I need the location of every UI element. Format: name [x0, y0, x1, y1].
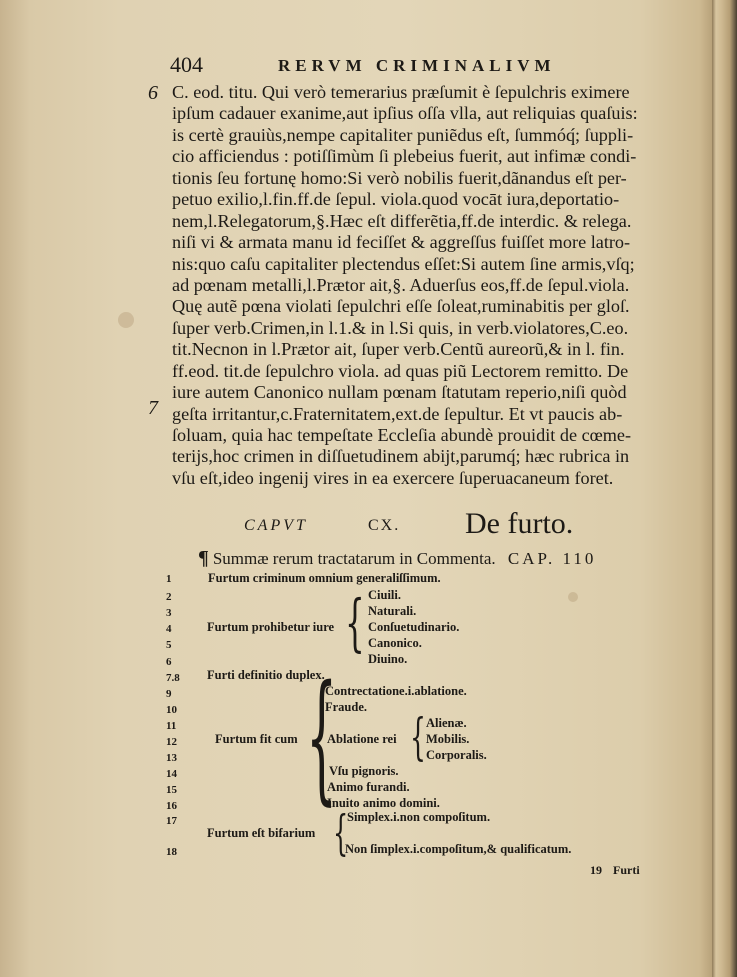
table-entry: Inuito animo domini. — [327, 796, 440, 810]
table-entry: Vſu pignoris. — [329, 764, 399, 778]
row-number: 17 — [166, 815, 177, 827]
table-entry: Alienæ. — [426, 716, 467, 730]
running-title: RERVM CRIMINALIVM — [278, 56, 556, 75]
summary-heading — [198, 547, 596, 570]
summary-text: Summæ rerum tractatarum in Commenta. — [212, 549, 496, 568]
row-number: 11 — [166, 720, 177, 732]
row-number: 18 — [166, 846, 177, 858]
text-line: niſi vi & armata manu id feciſſet & aggreſſus fuiſſet more latro- — [172, 232, 631, 253]
table-entry: Furtum prohibetur iure — [207, 620, 335, 634]
text-line: cio afficiendus : potiſſimùm ſi plebeius fuerit, aut infimæ condi- — [172, 146, 637, 167]
margin-number-7: 7 — [148, 397, 158, 419]
catchword: Furti — [613, 863, 640, 877]
table-entry: Furtum criminum omnium generaliſſimum. — [208, 571, 441, 585]
table-entry: Furti definitio duplex. — [207, 668, 325, 682]
table-entry: Corporalis. — [426, 748, 487, 762]
chapter-title: De furto. — [465, 507, 574, 540]
row-number: 3 — [166, 607, 172, 619]
brace-icon: { — [333, 805, 349, 861]
table-entry: Furtum fit cum — [215, 732, 298, 746]
row-number: 13 — [166, 752, 177, 764]
row-number: 2 — [166, 591, 172, 603]
text-line: nem,l.Relegatorum,§.Hæc eſt differẽtia,ff.de interdic. & relega. — [172, 210, 632, 231]
row-number: 12 — [166, 736, 177, 748]
text-line: vſu eſt,ideo ingenij vires in ea exercere ſuperuacaneum foret. — [172, 467, 614, 488]
text-line: ſuper verb.Crimen,in l.1.& in l.Si quis, in verb.violatores,C.eo. — [172, 317, 629, 338]
row-number: 6 — [166, 656, 172, 668]
paper-stain — [568, 592, 578, 602]
row-number: 14 — [166, 768, 177, 780]
summary-cap: CAP. 110 — [507, 549, 597, 568]
page-edge — [712, 0, 737, 977]
brace-icon: { — [345, 586, 365, 659]
table-entry: Contrectatione.i.ablatione. — [325, 684, 467, 698]
table-entry: Fraude. — [325, 700, 368, 714]
table-entry: Animo furandi. — [327, 780, 410, 794]
text-line: is certè grauiùs,nempe capitaliter puniẽdus eſt, ſummóq́; ſuppli- — [172, 124, 634, 145]
text-line: nis:quo caſu capitaliter plectendus eſſet:Si autem ſine armis,vſq; — [172, 253, 635, 274]
text-line: ſoluam, quia hac tempeſtate Eccleſia abundè prouidit de cœme- — [172, 425, 632, 445]
table-entry: Ciuili. — [368, 588, 401, 602]
margin-number-6: 6 — [148, 82, 158, 104]
table-entry: Mobilis. — [426, 732, 470, 746]
row-number: 9 — [166, 688, 172, 700]
text-line: tit.Necnon in l.Prætor ait, ſuper verb.Centũ aureorũ,& in l. fin. — [172, 339, 625, 360]
signature-mark: 19 — [590, 863, 602, 877]
page-footer — [590, 863, 640, 878]
brace-icon: { — [306, 656, 338, 819]
body-text — [172, 82, 697, 489]
folio-number: 404 — [170, 52, 203, 77]
text-line: tionis ſeu fortunę homo:Si verò nobilis fuerit,dãnandus eſt per- — [172, 167, 627, 188]
table-entry: Canonico. — [368, 636, 422, 650]
row-number: 5 — [166, 639, 172, 651]
table-entry: Conſuetudinario. — [368, 620, 460, 634]
paper-stain — [118, 312, 134, 328]
table-entry: Simplex.i.non compoſitum. — [347, 810, 491, 824]
row-number: 1 — [166, 573, 172, 585]
text-line: ad pœnam metalli,l.Prætor ait,§. Aduerſus eos,ff.de ſepul.viola. — [172, 274, 630, 295]
text-line: petuo exilio,l.fin.ff.de ſepul. viola.quod vocāt iura,deportatio- — [172, 189, 620, 210]
row-number: 15 — [166, 784, 177, 796]
caput-label: CAPVT — [244, 517, 308, 534]
row-number: 10 — [166, 704, 177, 716]
text-line: C. eod. titu. Qui verò temerarius præſumit è ſepulchris eximere — [172, 82, 630, 102]
text-line: geſta irritantur,c.Fraternitatem,ext.de ſepultur. Et vt paucis ab- — [172, 403, 623, 424]
text-line: ff.eod. tit.de ſepulchro viola. ad quas piũ Lectorem remitto. De — [172, 360, 629, 381]
table-entry: Furtum eſt bifarium — [207, 826, 316, 840]
row-number: 4 — [166, 623, 172, 635]
row-number: 16 — [166, 800, 177, 812]
text-line: ipſum cadauer exanime,aut ipſius oſſa vlla, aut reliquias quaſuis: — [172, 103, 638, 124]
brace-icon: { — [410, 708, 426, 766]
row-number: 7.8 — [166, 672, 180, 684]
table-entry: Ablatione rei — [327, 732, 397, 746]
table-entry: Naturali. — [368, 604, 417, 618]
table-entry: Diuino. — [368, 652, 408, 666]
table-entry: Non ſimplex.i.compoſitum,& qualificatum. — [345, 842, 572, 856]
page-header — [170, 52, 690, 80]
chapter-number: CX. — [368, 517, 401, 534]
pilcrow-icon: ¶ — [198, 547, 209, 569]
text-line: iure autem Canonico nullam pœnam ſtatutam reperio,niſi quòd — [172, 382, 627, 403]
text-line: terijs,hoc crimen in diſſuetudinem abijt,parumq́; hæc rubrica in — [172, 446, 630, 467]
text-line: Quę autẽ pœna violati ſepulchri eſſe ſoleat,ruminabitis per gloſ. — [172, 296, 630, 317]
